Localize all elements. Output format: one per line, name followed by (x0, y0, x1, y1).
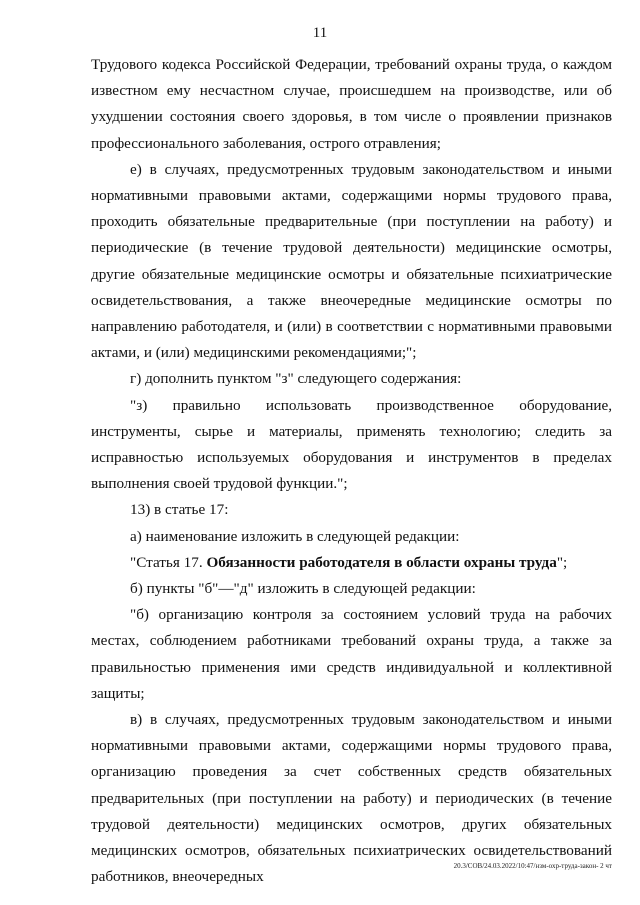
paragraph-item-b-intro: б) пункты "б"—"д" изложить в следующей редакции: (130, 580, 476, 598)
paragraph-item-b: "б) организацию контроля за состоянием условий труда на рабочих местах, соблюдением работниками требований охраны труда, а также за правильностью применения ими средств индивидуальной и коллективной защиты; (91, 606, 612, 702)
paragraph-item-g: г) дополнить пунктом "з" следующего содержания: (130, 370, 462, 388)
article-title-suffix: "; (556, 553, 568, 571)
paragraph-item-a: а) наименование изложить в следующей редакции: (130, 527, 460, 545)
article-title-prefix: "Статья 17. (130, 553, 207, 571)
paragraph-item-z: "з) правильно использовать производственное оборудование, инструменты, сырье и материалы, применять технологию; следить за исправностью используемых оборудования и инструментов в пределах выполнения своей трудовой функции."; (91, 396, 612, 493)
paragraph-item-v: в) в случаях, предусмотренных трудовым законодательством и иными нормативными правовыми актами, содержащими нормы трудового права, организацию проведения за счет собственных средств обязательных предварительных (при поступлении на работу) и периодических (в течение трудовой деятельности) медицинских осмотров, других обязательных медицинских осмотров, обязательных психиатрических освидетельствований работников, внеочередных (91, 711, 612, 886)
paragraph-continuation: Трудового кодекса Российской Федерации, требований охраны труда, о каждом известном ему несчастном случае, происшедшем на производстве, или об ухудшении состояния своего здоровья, в том числе о проявлении признаков профессионального заболевания, острого отравления; (91, 56, 612, 152)
page-number: 11 (312, 25, 328, 41)
footer-code: 20.3/СОВ/24.03.2022/10:47/нзм-охр-труда-закон- 2 чт (453, 862, 612, 870)
article-title-line (91, 550, 612, 576)
article-title-bold: Обязанности работодателя в области охраны труда (206, 553, 557, 571)
paragraph-article-13: 13) в статье 17: (130, 501, 229, 519)
paragraph-item-e: е) в случаях, предусмотренных трудовым законодательством и иными нормативными правовыми актами, содержащими нормы трудового права, проходить обязательные предварительные (при поступлении на работу) и периодические (в течение трудовой деятельности) медицинские осмотры, другие обязательные медицинские осмотры и обязательные психиатрические освидетельствования, а также внеочередные медицинские осмотры по направлению работодателя, и (или) в соответствии с нормативными правовыми актами, и (или) медицинскими рекомендациями;"; (91, 160, 612, 362)
document-body (91, 52, 612, 891)
